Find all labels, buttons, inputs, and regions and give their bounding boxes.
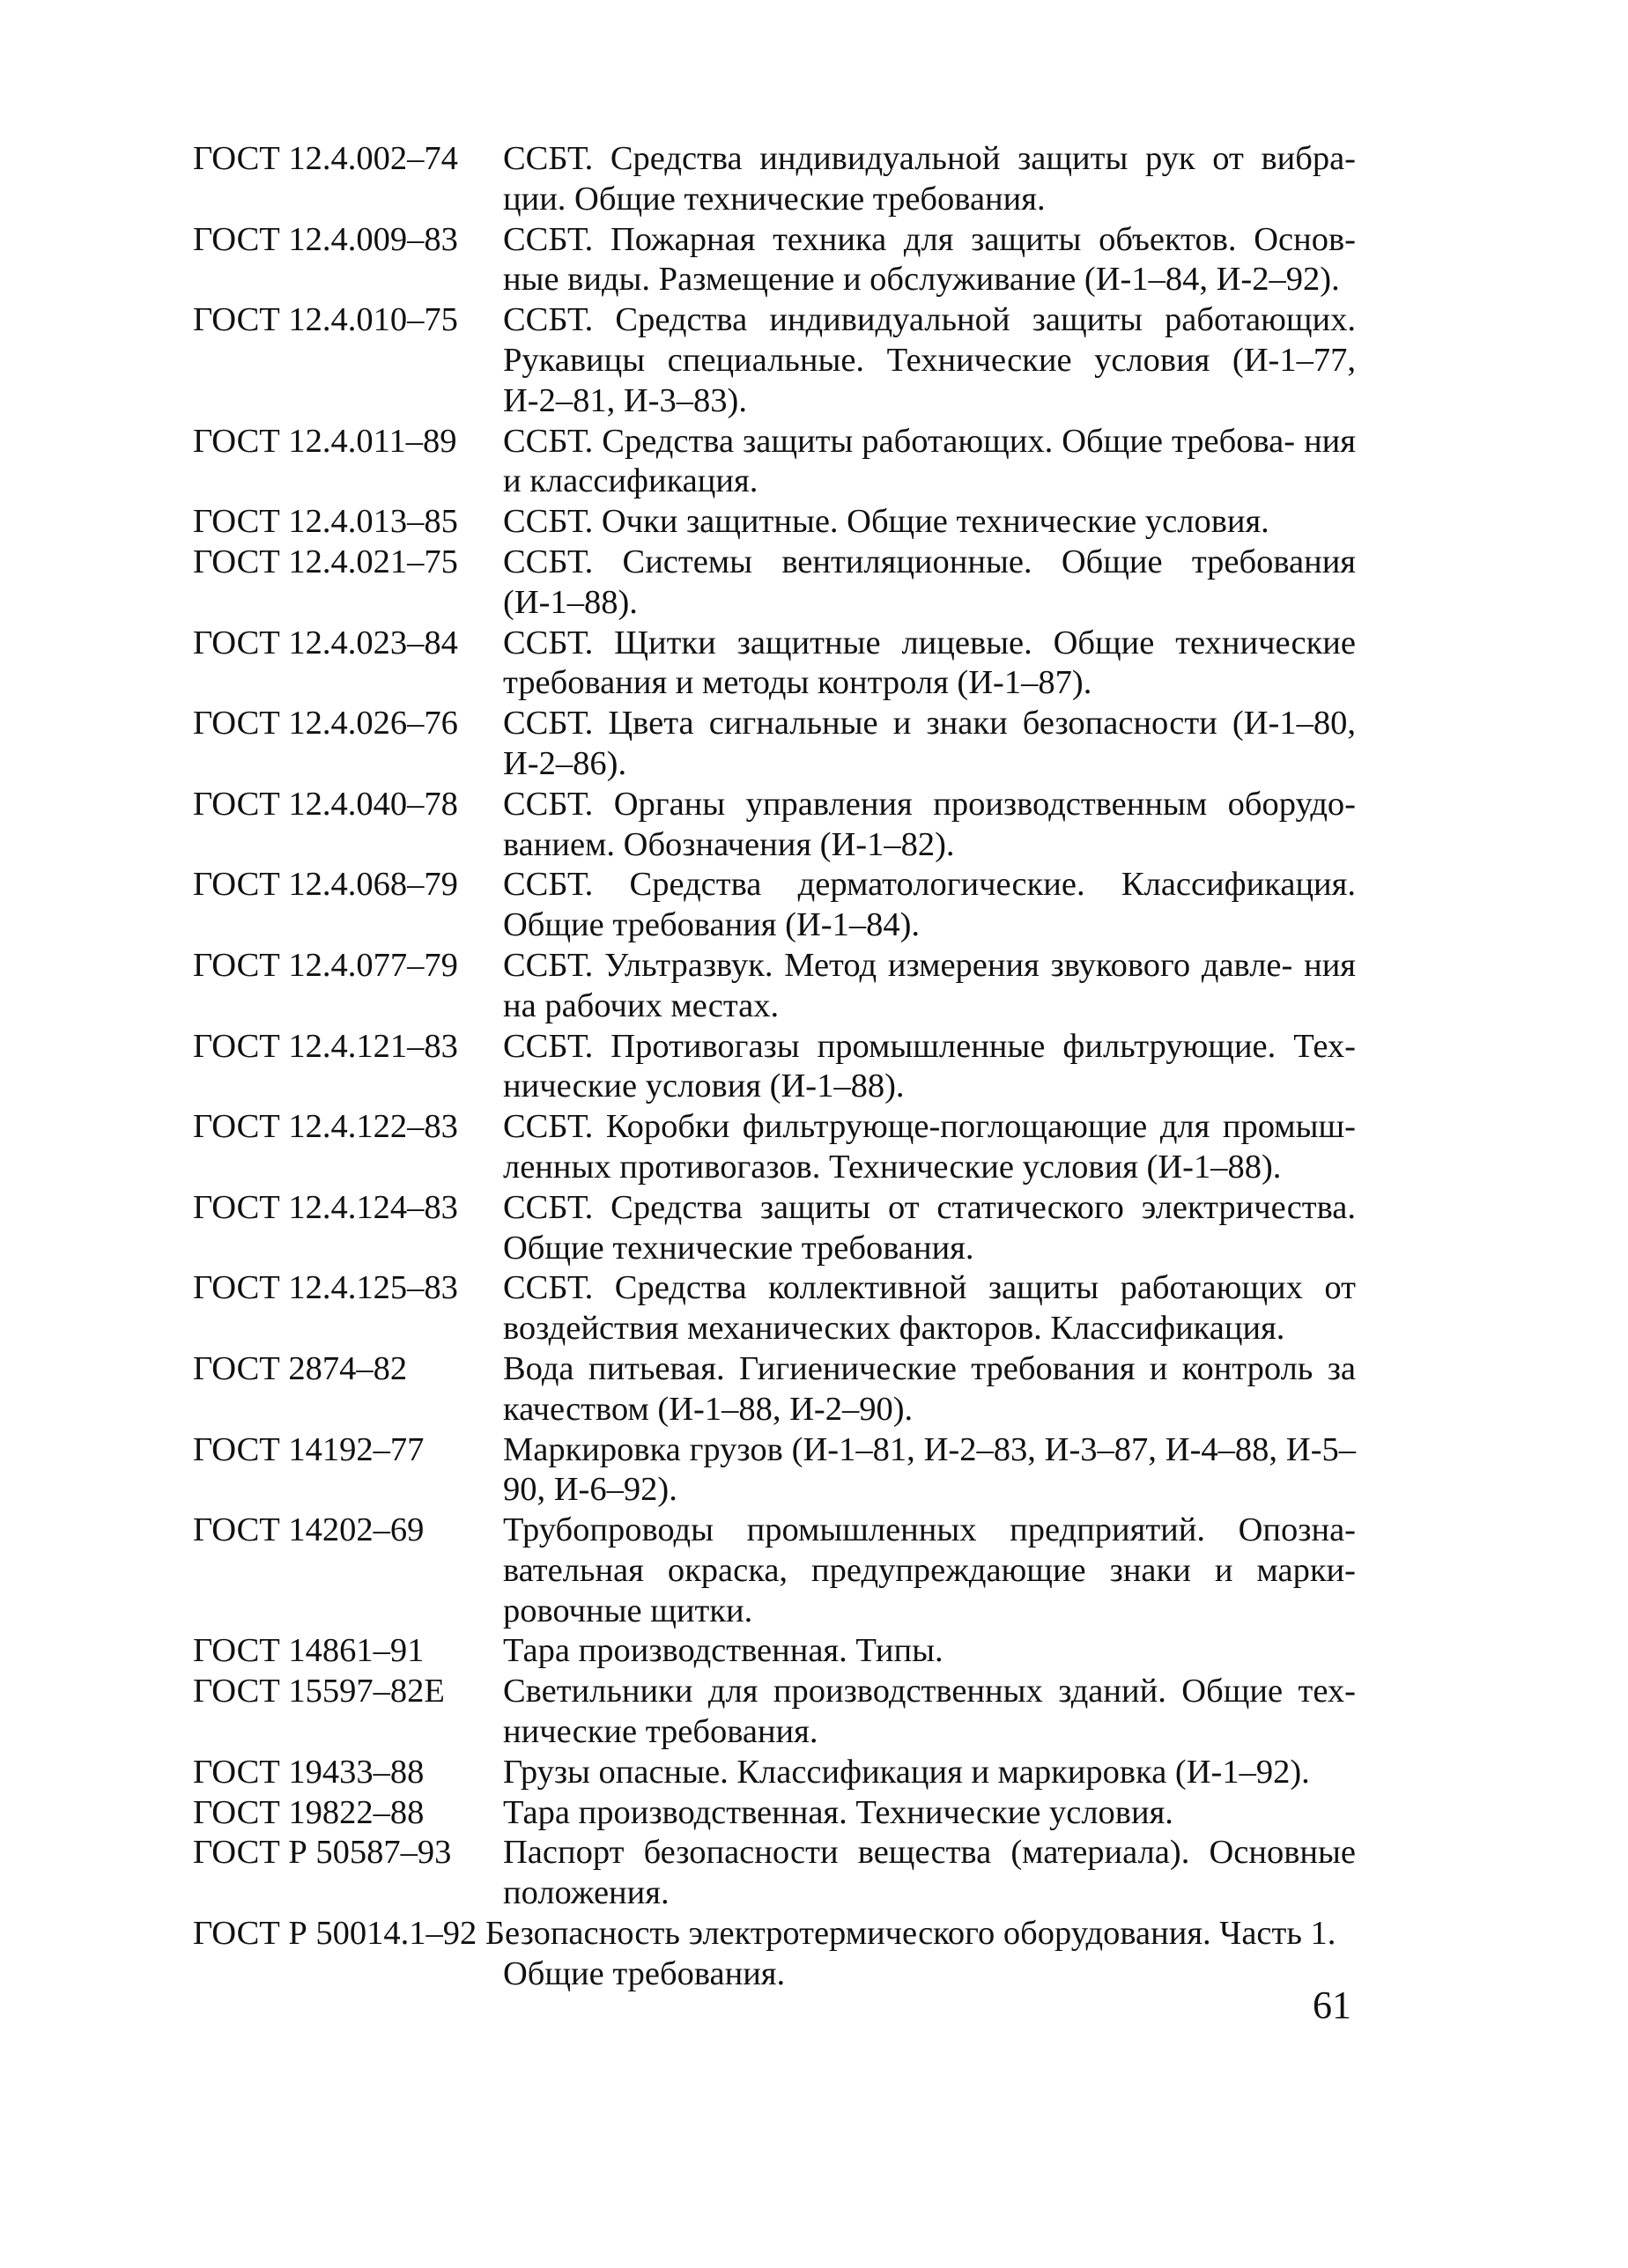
standard-code: ГОСТ 12.4.023–84 (193, 624, 458, 661)
list-item (193, 1027, 1356, 1108)
standard-code: ГОСТ 12.4.068–79 (193, 866, 458, 904)
standard-code: ГОСТ 15597–82Е (193, 1673, 445, 1710)
standard-title: ССБТ. Средства коллективной защиты работающих от воздействия механических факторов. Классификация. (503, 1269, 1356, 1348)
standard-code: ГОСТ 19433–88 (193, 1753, 425, 1791)
standard-entry-first-line: ГОСТ Р 50014.1–92 Безопасность электротермического оборудования. Часть 1. (193, 1915, 1336, 1953)
standard-title: Тара производственная. Типы. (503, 1632, 944, 1670)
list-item (193, 220, 1356, 301)
standard-title: Паспорт безопасности вещества (материала). Основные положения. (503, 1834, 1356, 1912)
list-item-last (193, 1914, 1356, 1995)
standard-code: ГОСТ 12.4.013–85 (193, 503, 458, 541)
list-item (193, 543, 1356, 624)
list-item (193, 1753, 1356, 1793)
list-item (193, 1349, 1356, 1430)
standard-title: Тара производственная. Технические условия. (503, 1793, 1173, 1831)
standard-code: ГОСТ 19822–88 (193, 1793, 425, 1831)
standard-title: ССБТ. Противогазы промышленные фильтрующие. Тех- нические условия (И-1–88). (503, 1027, 1356, 1105)
list-item (193, 1672, 1356, 1753)
standard-code: ГОСТ 12.4.122–83 (193, 1108, 458, 1146)
list-item (193, 502, 1356, 543)
page-number: 61 (1313, 1984, 1351, 2027)
list-item (193, 785, 1356, 866)
list-item (193, 1188, 1356, 1269)
standard-title: ССБТ. Средства индивидуальной защиты работающих. Рукавицы специальные. Технические условия (И-1–77, И-2–81, И-3–83). (503, 301, 1356, 419)
standard-title: ССБТ. Системы вентиляционные. Общие требования (И-1–88). (503, 543, 1356, 621)
standard-code: ГОСТ 12.4.040–78 (193, 785, 458, 823)
standard-code: ГОСТ 12.4.010–75 (193, 301, 458, 339)
standard-code: ГОСТ 14192–77 (193, 1430, 425, 1468)
standard-title: ССБТ. Средства защиты работающих. Общие требова- ния и классификация. (503, 422, 1356, 500)
standard-title: ССБТ. Коробки фильтрующе-поглощающие для промыш- ленных противогазов. Технические условия (И-1–88). (503, 1108, 1356, 1186)
standard-code: ГОСТ 12.4.121–83 (193, 1027, 458, 1065)
list-item (193, 1107, 1356, 1188)
standard-title: ССБТ. Ультразвук. Метод измерения звукового давле- ния на рабочих местах. (503, 946, 1357, 1024)
standard-code: ГОСТ 12.4.009–83 (193, 220, 458, 258)
list-item (193, 624, 1356, 705)
standard-title: ССБТ. Средства индивидуальной защиты рук от вибра- ции. Общие технические требования. (503, 140, 1356, 218)
list-item (193, 139, 1356, 220)
standard-code: ГОСТ 14202–69 (193, 1511, 425, 1549)
standard-code: ГОСТ 12.4.011–89 (193, 422, 457, 460)
standard-title: ССБТ. Цвета сигнальные и знаки безопасности (И-1–80, И-2–86). (503, 705, 1356, 782)
standard-title: ССБТ. Очки защитные. Общие технические условия. (503, 503, 1269, 541)
list-item (193, 1631, 1356, 1672)
list-item (193, 300, 1356, 421)
standard-code: ГОСТ Р 50587–93 (193, 1834, 452, 1872)
standard-title: ССБТ. Щитки защитные лицевые. Общие технические требования и методы контроля (И-1–87). (503, 624, 1356, 702)
standard-code: ГОСТ 12.4.124–83 (193, 1188, 458, 1226)
standard-title: Светильники для производственных зданий. Общие тех- нические требования. (503, 1673, 1356, 1751)
standard-title: Маркировка грузов (И-1–81, И-2–83, И-3–87, И-4–88, И-5–90, И-6–92). (503, 1430, 1357, 1509)
standard-code: ГОСТ 14861–91 (193, 1632, 425, 1670)
list-item (193, 1430, 1356, 1511)
list-item (193, 865, 1356, 946)
list-item (193, 704, 1356, 785)
list-item (193, 422, 1356, 503)
list-item (193, 1793, 1356, 1834)
standard-title: Трубопроводы промышленных предприятий. Опозна- вательная окраска, предупреждающие знаки и марки- ровочные щитки. (503, 1511, 1356, 1629)
list-item (193, 1268, 1356, 1349)
standard-title: ССБТ. Средства защиты от статического электричества. Общие технические требования. (503, 1188, 1356, 1267)
standard-code: ГОСТ 12.4.125–83 (193, 1269, 458, 1307)
standard-code: ГОСТ 12.4.077–79 (193, 946, 458, 984)
standard-code: ГОСТ 12.4.002–74 (193, 140, 458, 177)
standard-title: Вода питьевая. Гигиенические требования и контроль за качеством (И-1–88, И-2–90). (503, 1349, 1356, 1428)
standard-title: ССБТ. Органы управления производственным оборудо- ванием. Обозначения (И-1–82). (503, 785, 1356, 863)
standard-code: ГОСТ 12.4.026–76 (193, 705, 458, 742)
standard-title: ССБТ. Средства дерматологические. Классификация. Общие требования (И-1–84). (503, 866, 1356, 944)
standard-title: ССБТ. Пожарная техника для защиты объектов. Основ- ные виды. Размещение и обслуживание (И-1–84, И-2–92). (503, 220, 1356, 299)
standard-code: ГОСТ 2874–82 (193, 1349, 408, 1387)
standard-title: Грузы опасные. Классификация и маркировка (И-1–92). (503, 1753, 1310, 1791)
list-item (193, 1511, 1356, 1631)
list-item (193, 946, 1356, 1027)
standards-list (193, 139, 1356, 1995)
standard-code: ГОСТ 12.4.021–75 (193, 543, 458, 580)
standard-entry-second-line: Общие требования. (503, 1954, 786, 1992)
list-item (193, 1833, 1356, 1914)
